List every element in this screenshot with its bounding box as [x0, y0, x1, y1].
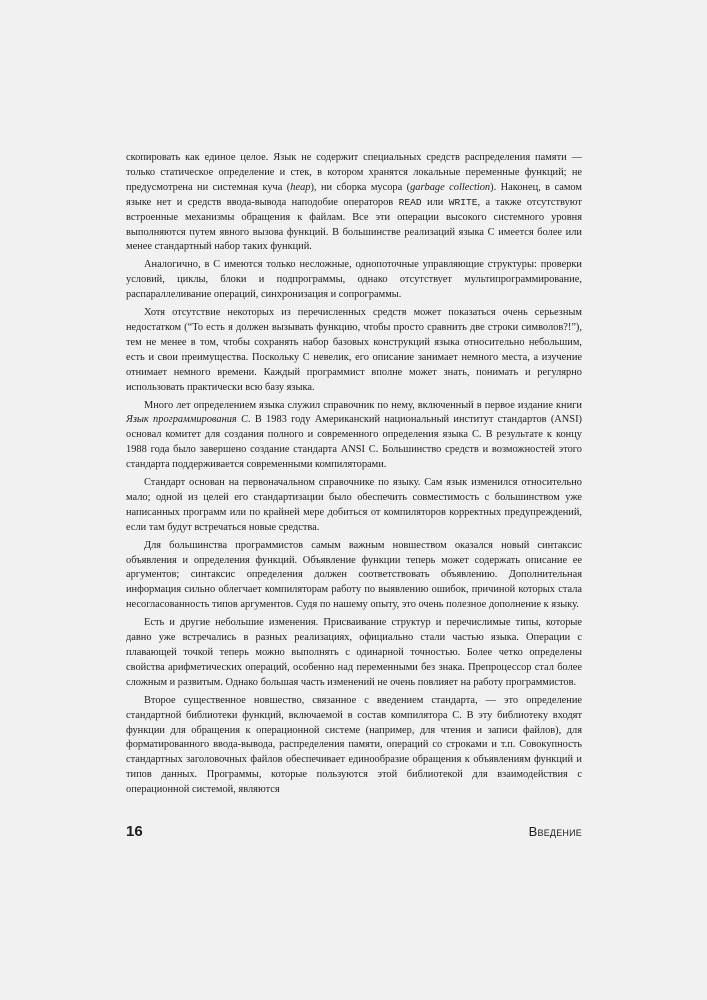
text-run: Есть и другие небольшие изменения. Присваивание структур и перечислимые типы, которые давно уже встречались в разных реализациях, официально стали частью языка. Операции с плавающей точкой теперь можно выполнять с одинарной точностью. Более четко определены свойства арифметических операций, особенно над переменными без знака. Препроцессор стал более сложным и развитым. Однако большая часть изменений не очень повлияет на работу программистов. [126, 617, 582, 688]
text-run: Стандарт основан на первоначальном справочнике по языку. Сам язык изменился относительно мало; одной из целей его стандартизации было обеспечить совместимость с большинством уже написанных программ или по крайней мере добиться от компиляторов корректных предупреждений, если там будут встречаться новые средства. [126, 477, 582, 533]
text-run: Хотя отсутствие некоторых из перечисленных средств может показаться очень серьезным недостатком (“То есть я должен вызывать функцию, чтобы просто сравнить две строки символов?!”), тем не менее в том, чтобы сохранять набор базовых конструкций языка относительно небольшим, есть и свои преимущества. Поскольку С невелик, его описание занимает немного места, а изучение отнимает немного времени. Каждый программист вполне может знать, понимать и регулярно использовать практически всю базу языка. [126, 307, 582, 393]
text-run: ), ни сборка мусора ( [310, 181, 411, 193]
paragraph [126, 258, 582, 303]
code-keyword: WRITE [448, 196, 478, 208]
body-text [126, 151, 582, 798]
text-run: , а также отсутствуют встроенные механизмы обращения к файлам. Все эти операции высокого системного уровня выполняются путем явного вызова функций. В большинстве реализаций языка С имеется более или менее стандартный набор таких функций. [126, 196, 582, 253]
text-run: ). Наконец, в самом языке нет и средств ввода-вывода наподобие операторов [126, 181, 583, 208]
text-run: или [421, 196, 449, 208]
paragraph [126, 151, 582, 255]
paragraph [126, 399, 582, 474]
text-run: скопировать как единое целое. Язык не содержит специальных средств распределения памяти — только статическое определение и стек, в котором хранятся локальные переменные функций; не предусмотрена ни системная куча ( [126, 152, 582, 193]
text-run: Много лет определением языка служил справочник по нему, включенный в первое издание книги [144, 399, 582, 411]
text-run: Аналогично, в С имеются только несложные, однопоточные управляющие структуры: проверки условий, циклы, блоки и подпрограммы, однако отсутствует мультипрограммирование, распараллеливание операций, синхронизация и сопрограммы. [126, 259, 582, 301]
code-keyword: READ [398, 196, 422, 208]
text-run: Второе существенное новшество, связанное с введением стандарта, — это определение стандартной библиотеки функций, включаемой в состав компилятора С. В эту библиотеку входят функции для обращения к операционной системе (например, для чтения и записи файлов), для форматированного ввода-вывода, распределения памяти, операций со строками и т.п. Совокупность стандартных заголовочных файлов обеспечивает единообразие обращения к объявлениям функций и типов данных. Программы, которые пользуются этой библиотекой для взаимодействия с операционной системой, являются [126, 694, 582, 796]
running-head: Введение [528, 824, 582, 839]
page-footer [126, 823, 582, 840]
paragraph [126, 694, 582, 798]
italic-term: Язык программирования C [126, 414, 248, 426]
paragraph [126, 306, 582, 395]
text-run: Для большинства программистов самым важным новшеством оказался новый синтаксис объявления и определения функций. Объявление функции теперь может содержать описание ее аргументов; синтаксис определения должен соответствовать объявлению. Дополнительная информация сильно облегчает компиляторам работу по выявлению ошибок, причиной которых стала несогласованность типов аргументов. Судя по нашему опыту, это очень полезное дополнение к языку. [126, 539, 582, 611]
italic-term: heap [290, 181, 311, 193]
page-number: 16 [126, 823, 143, 840]
text-run: . В 1983 году Американский национальный институт стандартов (ANSI) основал комитет для создания полного и современного определения языка С. В результате к концу 1988 года было завершено создание стандарта ANSI С. Большинство средств и возможностей этого стандарта поддерживается современными компиляторами. [126, 414, 582, 471]
paragraph [126, 539, 582, 614]
paragraph [126, 476, 582, 536]
italic-term: garbage collection [410, 181, 491, 193]
paragraph [126, 616, 582, 691]
